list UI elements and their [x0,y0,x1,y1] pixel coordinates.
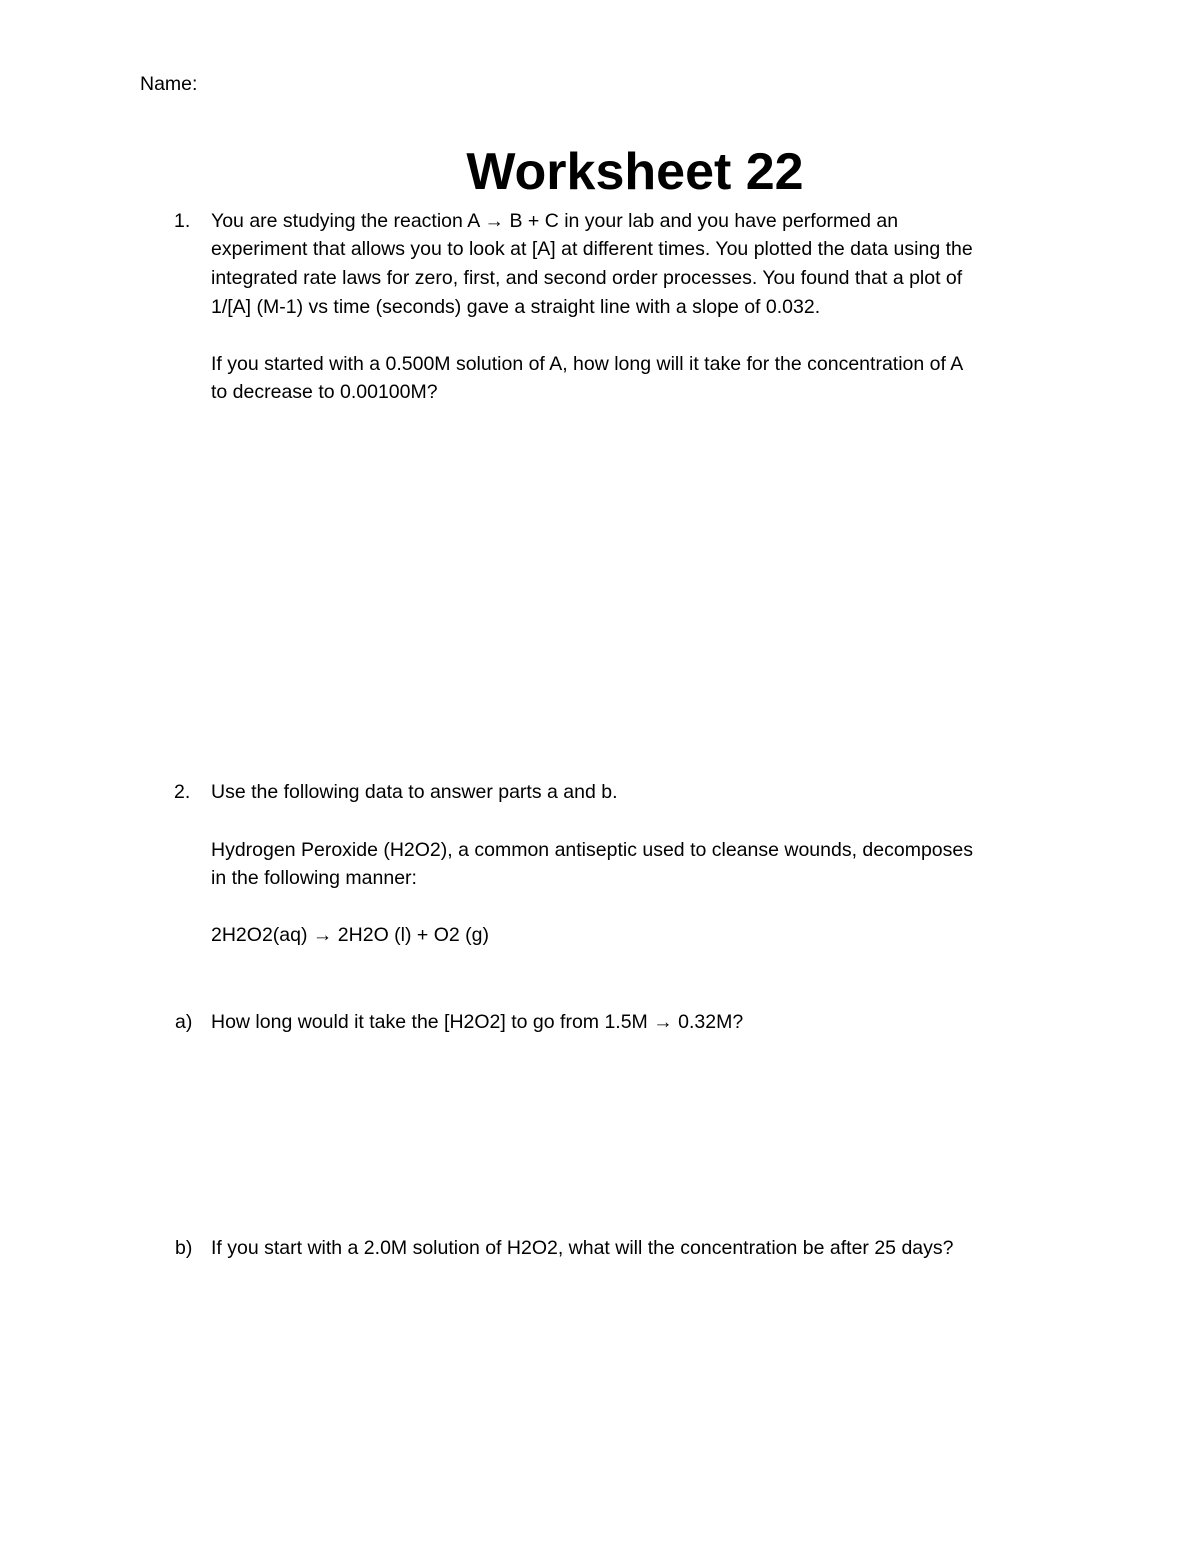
question-1-line-3: integrated rate laws for zero, first, and second order processes. You found that a plot of [211,267,963,289]
question-2-desc-line-2: in the following manner: [211,867,417,889]
part-b-label: b) [175,1237,193,1259]
question-2-intro: Use the following data to answer parts a and b. [211,781,618,803]
question-2-desc-line-1: Hydrogen Peroxide (H2O2), a common antiseptic used to cleanse wounds, decomposes [211,839,973,861]
question-1-prompt-line-1: If you started with a 0.500M solution of A, how long will it take for the concentration of A [211,353,964,375]
question-1-line-1: You are studying the reaction A → B + C in your lab and you have performed an [211,210,899,232]
page-title: Worksheet 22 [466,143,804,201]
part-a-label: a) [175,1011,193,1033]
part-a-question: How long would it take the [H2O2] to go from 1.5M → 0.32M? [211,1011,744,1033]
question-1-line-2: experiment that allows you to look at [A] at different times. You plotted the data using the [211,238,973,260]
reaction-equation: 2H2O2(aq) → 2H2O (l) + O2 (g) [211,924,489,946]
question-2-number: 2. [174,781,191,803]
name-label: Name: [140,73,198,95]
question-1-number: 1. [174,210,191,232]
question-1-line-4: 1/[A] (M-1) vs time (seconds) gave a straight line with a slope of 0.032. [211,296,821,318]
part-b-question: If you start with a 2.0M solution of H2O2, what will the concentration be after 25 days? [211,1237,954,1259]
question-1-prompt-line-2: to decrease to 0.00100M? [211,381,438,403]
